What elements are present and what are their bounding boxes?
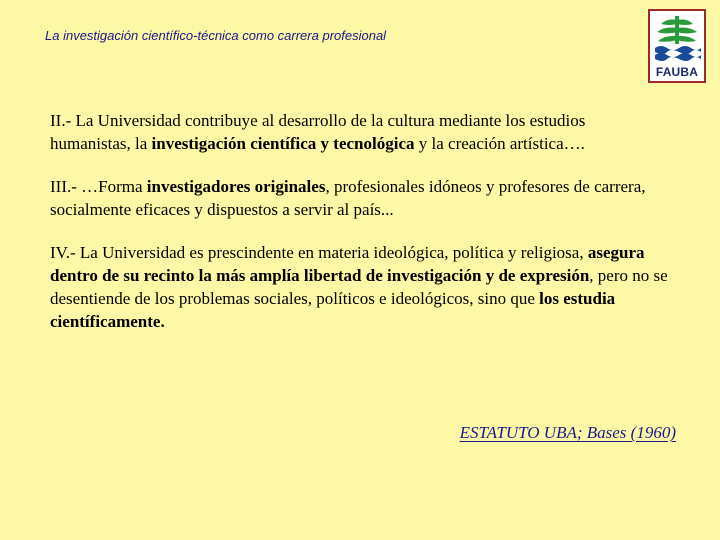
fauba-logo-icon	[653, 14, 701, 64]
text-run: y la creación artística….	[414, 134, 585, 153]
text-run: IV.- La Universidad es prescindente en materia ideológica, política y religiosa,	[50, 243, 588, 262]
emphasis-run: investigadores originales	[146, 177, 326, 196]
paragraph-ii	[50, 109, 670, 155]
emphasis-run: asegura dentro de su recinto la más amplía libertad de investigación y de expresión	[50, 243, 645, 285]
fauba-logo	[648, 9, 706, 83]
text-run: III.- …Forma	[50, 177, 147, 196]
text-run: II.- La Universidad contribuye al desarrollo de la cultura mediante los estudios humanistas, la	[50, 111, 586, 153]
text-run: , profesionales idóneos y profesores de carrera, socialmente eficaces y dispuestos a servir al país...	[50, 177, 646, 219]
page-title: La investigación científico-técnica como carrera profesional	[45, 28, 387, 43]
paragraph-iii	[50, 175, 670, 221]
paragraph-iv	[50, 241, 670, 333]
content	[50, 109, 670, 353]
emphasis-run: los estudia científicamente.	[50, 289, 616, 331]
citation: ESTATUTO UBA; Bases (1960)	[459, 423, 676, 442]
emphasis-run: investigación científica y tecnológica	[151, 134, 415, 153]
text-run: , pero no se desentiende de los problemas sociales, políticos e ideológicos, sino que	[50, 266, 668, 308]
logo-text: FAUBA	[655, 65, 699, 79]
